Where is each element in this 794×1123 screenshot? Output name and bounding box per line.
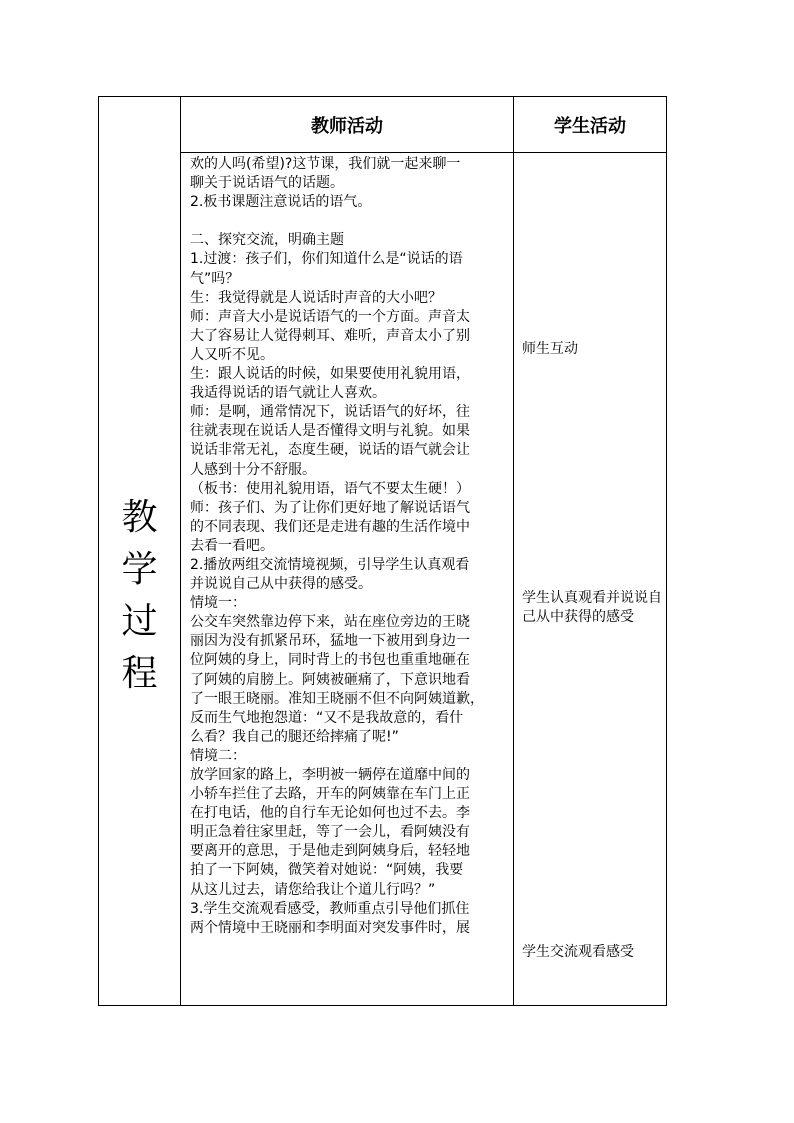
teacher-text-line: 丽因为没有抓紧吊环，猛地一下被用到身边一 xyxy=(190,633,470,650)
side-label-cell xyxy=(99,97,181,1006)
lesson-table xyxy=(98,96,667,1006)
teacher-text-line: 生：跟人说话的时候，如果要使用礼貌用语， xyxy=(190,366,470,383)
teacher-text-line: 在打电话，他的自行车无论如何也过不去。李 xyxy=(190,805,470,822)
teacher-text-line: 我适得说话的语气就让人喜欢。 xyxy=(190,385,386,402)
teacher-text-line: 反而生气地抱怨道：“又不是我故意的，看什 xyxy=(190,709,464,726)
teacher-text-line: 1.过渡：孩子们，你们知道什么是“说话的语 xyxy=(190,251,463,268)
side-label xyxy=(120,492,160,700)
teacher-text-line: 情境二： xyxy=(190,747,246,764)
teacher-text-line: 往就表现在说话人是否懂得文明与礼貌。如果 xyxy=(190,423,470,440)
teacher-activity-header: 教师活动 xyxy=(181,97,514,153)
teacher-text-line: 聊关于说话语气的话题。 xyxy=(190,175,344,192)
teacher-text-line: 气”吗？ xyxy=(190,270,240,287)
side-char: 过 xyxy=(121,601,158,642)
side-char: 学 xyxy=(121,549,158,590)
teacher-text-line: 二、探究交流，明确主题 xyxy=(190,232,344,249)
teacher-text-line: 生：我觉得就是人说话时声音的大小吧？ xyxy=(190,289,442,306)
teacher-text-line xyxy=(190,212,507,231)
student-note-2: 学生认真观看并说说自己从中获得的感受 xyxy=(522,590,662,626)
body-row xyxy=(99,153,667,1006)
teacher-text-line: 3.学生交流观看感受，教师重点引导他们抓住 xyxy=(190,900,470,917)
teacher-text-line: 要离开的意思，于是他走到阿姨身后，轻轻地 xyxy=(190,843,470,860)
header-row xyxy=(99,97,667,153)
teacher-text-line: 2.播放两组交流情境视频，引导学生认真观看 xyxy=(190,556,470,573)
teacher-text-line: 情境一： xyxy=(190,595,246,612)
side-char: 程 xyxy=(121,653,158,694)
teacher-text-line: 小轿车拦住了去路，开车的阿姨靠在车门上正 xyxy=(190,786,470,803)
teacher-text-line: 欢的人吗(希望)?这节课，我们就一起来聊一 xyxy=(190,156,461,172)
teacher-text-line: 人感到十分不舒服。 xyxy=(190,461,316,478)
teacher-text-line: 人又听不见。 xyxy=(190,346,274,363)
teacher-text-line: 公交车突然靠边停下来，站在座位旁边的王晓 xyxy=(190,614,470,631)
teacher-text-line: 去看一看吧。 xyxy=(190,537,274,554)
teacher-text-line: 2.板书课题注意说话的语气。 xyxy=(190,194,372,211)
teacher-text-line: 师：声音大小是说话语气的一个方面。声音太 xyxy=(190,308,470,325)
student-activity-header: 学生活动 xyxy=(514,97,667,153)
student-note-3: 学生交流观看感受 xyxy=(522,944,634,960)
teacher-lines xyxy=(190,155,507,938)
teacher-text-line: 两个情境中王晓丽和李明面对突发事件时，展 xyxy=(190,919,470,936)
teacher-text-line: 大了容易让人觉得刺耳、难听，声音太小了别 xyxy=(190,327,470,344)
teacher-text-line: 了一眼王晓丽。准知王晓丽不但不向阿姨道歉， xyxy=(190,690,484,707)
student-note-1: 师生互动 xyxy=(522,341,578,357)
teacher-text-line: 从这儿过去，请您给我让个道儿行吗？” xyxy=(190,881,436,898)
teacher-text-line: 么看？我自己的腿还给摔痛了呢!” xyxy=(190,728,399,745)
teacher-text-line: 的不同表现、我们还是走进有趣的生活作境中 xyxy=(190,518,470,535)
teacher-text-line: 师：是啊，通常情况下，说话语气的好坏，往 xyxy=(190,404,470,421)
teacher-activity-content xyxy=(181,153,514,1006)
teacher-text-line: 位阿姨的身上，同时背上的书包也重重地砸在 xyxy=(190,652,470,669)
teacher-text-line: 并说说自己从中获得的感受。 xyxy=(190,576,372,593)
teacher-text-line: 拍了一下阿姨，微笑着对她说：“阿姨，我要 xyxy=(190,862,464,879)
teacher-text-line: 师：孩子们、为了让你们更好地了解说话语气 xyxy=(190,499,470,516)
teacher-text-line: （板书：使用礼貌用语，语气不要太生硬！） xyxy=(190,480,470,497)
teacher-text-line: 放学回家的路上，李明被一辆停在道靡中间的 xyxy=(190,767,470,783)
teacher-text-line: 了阿姨的肩膀上。阿姨被砸痛了，下意识地看 xyxy=(190,671,470,688)
side-char: 教 xyxy=(121,497,158,538)
student-activity-content xyxy=(514,153,667,1006)
teacher-text-line: 明正急着往家里赶，等了一会儿，看阿姨没有 xyxy=(190,824,470,841)
teacher-text-line: 说话非常无礼，态度生硬，说话的语气就会让 xyxy=(190,442,470,459)
